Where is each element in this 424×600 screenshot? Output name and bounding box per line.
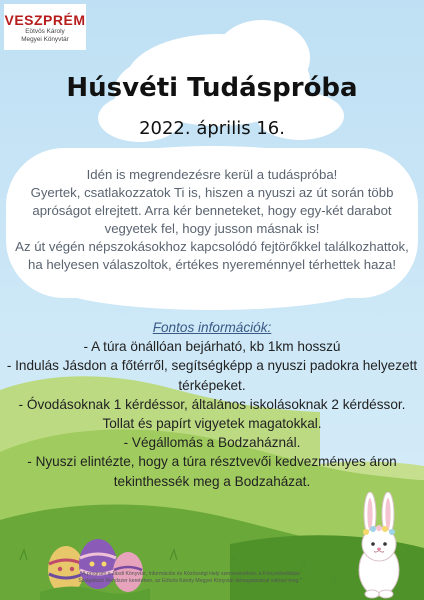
footer-line: Szolgáltató Rendszer keretében, az Eötvös Károly Megyei Könyvtár támogatásával valósul meg." bbox=[78, 578, 302, 584]
footer-line: "A program a Jásdi Könyvtár, Információs és Közösségi Hely szervezésében, a Könyvtárellátási bbox=[80, 571, 300, 577]
intro-line: Idén is megrendezésre kerül a tudáspróba! bbox=[86, 167, 338, 182]
page-title: Húsvéti Tudáspróba bbox=[66, 73, 358, 103]
library-logo[interactable] bbox=[4, 4, 86, 50]
easter-eggs-illustration bbox=[40, 520, 150, 600]
logo-subtitle-line1: Eötvös Károly bbox=[25, 28, 65, 35]
intro-line: apróságot elrejtett. Arra kér benneteket, hogy egy-két darabot bbox=[32, 203, 392, 218]
info-section bbox=[4, 318, 420, 491]
intro-line: ha helyesen válaszoltok, értékes nyereménnyel térhettek haza! bbox=[28, 257, 396, 272]
intro-line: vegyetek fel, hogy jusson másnak is! bbox=[104, 221, 320, 236]
info-heading: Fontos információk: bbox=[152, 320, 272, 335]
intro-line: Az út végén népszokásokhoz kapcsolódó fejtörőkkel találkozhattok, bbox=[15, 239, 409, 254]
info-item: - Indulás Jásdon a főtérről, segítségképp a nyuszi padokra helyezett térképeket. bbox=[6, 358, 418, 393]
intro-line: Gyertek, csatlakozzatok Ti is, hiszen a nyuszi az út során több bbox=[30, 185, 394, 200]
event-date: 2022. április 16. bbox=[139, 118, 285, 139]
bunny-illustration bbox=[348, 492, 410, 600]
info-item: - A túra önállóan bejárható, kb 1km hosszú bbox=[83, 339, 341, 355]
info-item: - Nyuszi elintézte, hogy a túra résztvevői kedvezményes áron tekinthessék meg a Bodzaházat. bbox=[27, 454, 397, 489]
intro-paragraph bbox=[6, 166, 418, 274]
footer-note bbox=[30, 571, 350, 585]
info-item: - Óvodásoknak 1 kérdéssor, általános iskolásoknak 2 kérdéssor. Tollat és papírt vigyetek magatokkal. bbox=[18, 396, 406, 432]
logo-title: VESZPRÉM bbox=[4, 12, 86, 28]
logo-subtitle-line2: Megyei Könyvtár bbox=[21, 36, 69, 43]
info-item: - Végállomás a Bodzaháznál. bbox=[123, 435, 301, 451]
